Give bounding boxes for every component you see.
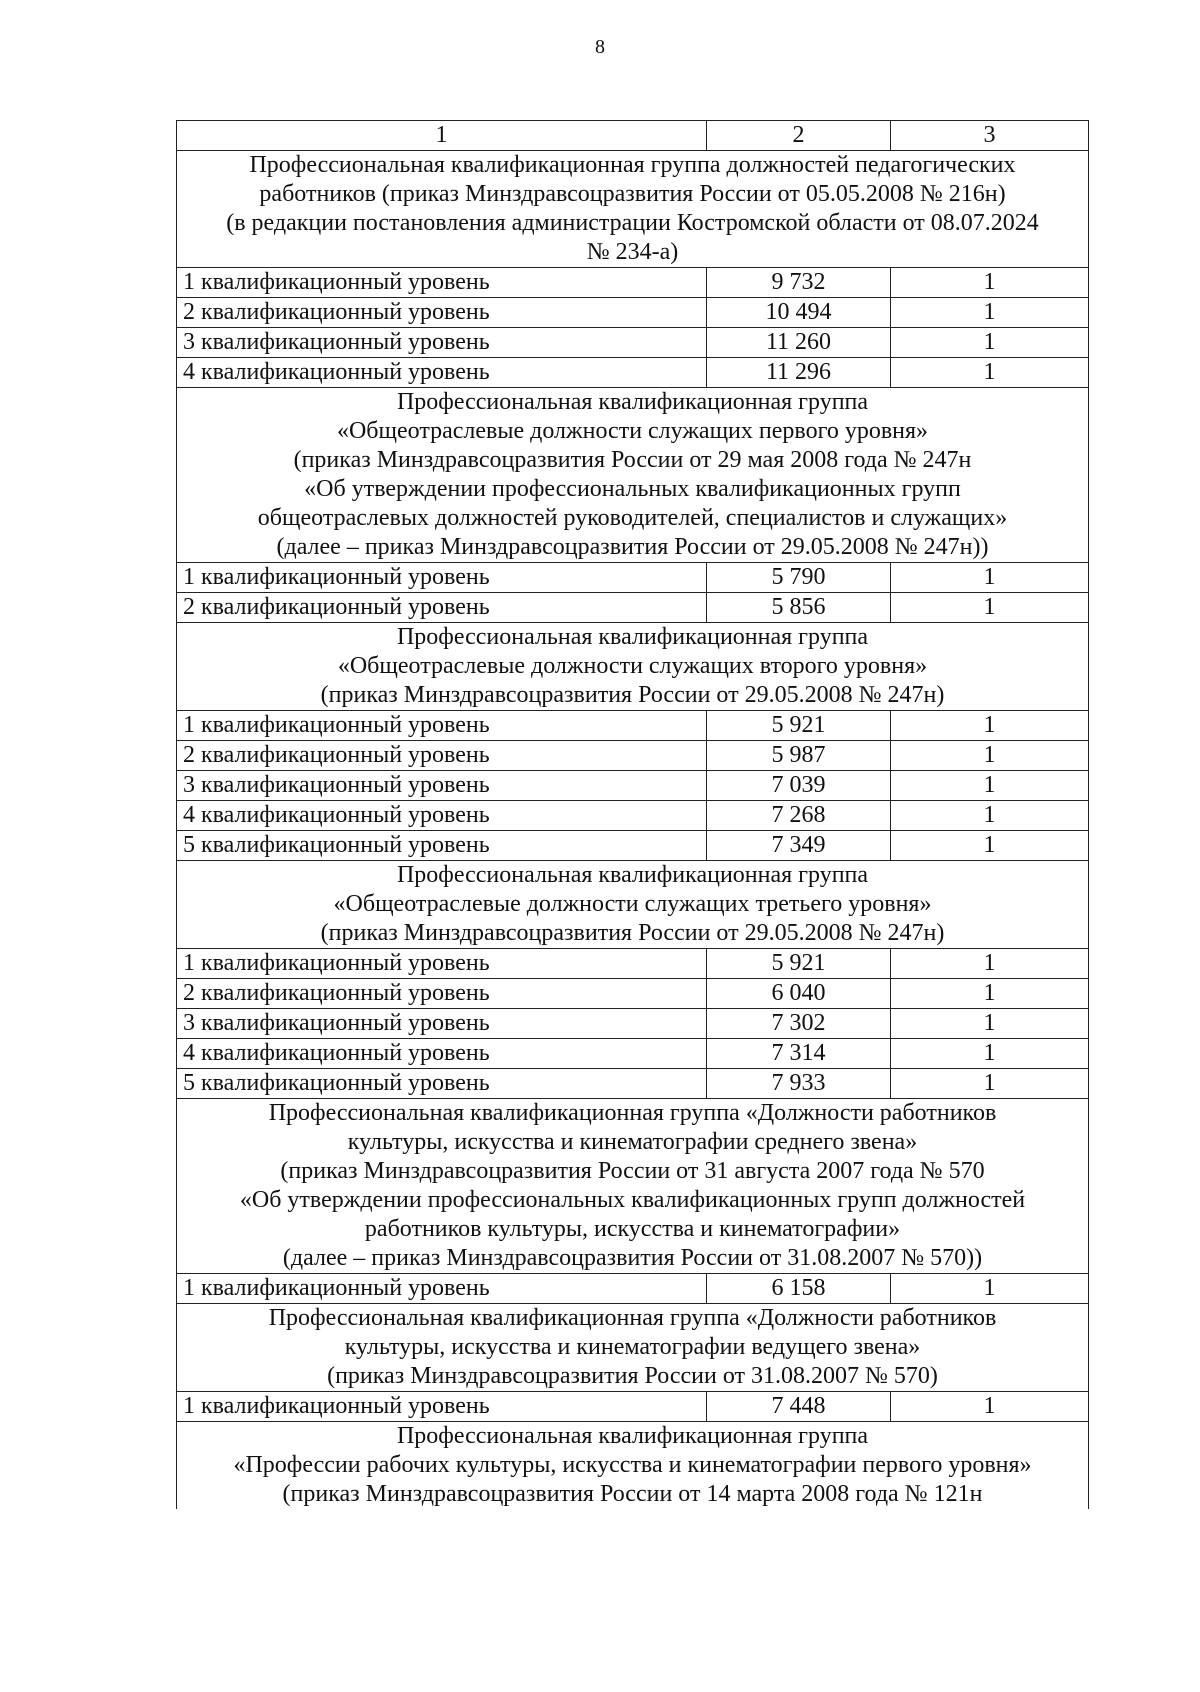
coefficient-value: 1	[891, 358, 1089, 388]
level-row	[177, 298, 1089, 328]
amount-value: 7 314	[707, 1039, 891, 1069]
level-row	[177, 801, 1089, 831]
group-header-row	[177, 1422, 1089, 1510]
amount-value: 10 494	[707, 298, 891, 328]
level-name: 1 квалификационный уровень	[177, 1274, 707, 1304]
coefficient-value: 1	[891, 328, 1089, 358]
coefficient-value: 1	[891, 831, 1089, 861]
table-body	[177, 121, 1089, 1510]
amount-value: 7 448	[707, 1392, 891, 1422]
group-header-row	[177, 388, 1089, 563]
column-number-row	[177, 121, 1089, 151]
amount-value: 6 158	[707, 1274, 891, 1304]
coefficient-value: 1	[891, 979, 1089, 1009]
coefficient-value: 1	[891, 298, 1089, 328]
level-row	[177, 771, 1089, 801]
group-title: Профессиональная квалификационная группа «Должности работников культуры, искусства и кинематографии ведущего звена» (приказ Минздравсоцразвития России от 31.08.2007 № 570)	[177, 1304, 1089, 1392]
level-row	[177, 741, 1089, 771]
group-title: Профессиональная квалификационная группа «Общеотраслевые должности служащих третьего уровня» (приказ Минздравсоцразвития России от 29.05.2008 № 247н)	[177, 861, 1089, 949]
group-title: Профессиональная квалификационная группа «Общеотраслевые должности служащих первого уровня» (приказ Минздравсоцразвития России от 29 мая 2008 года № 247н «Об утверждении профессиональных квалификационных групп общеотраслевых должностей руководителей, специалистов и служащих» (далее – приказ Минздравсоцразвития России от 29.05.2008 № 247н))	[177, 388, 1089, 563]
amount-value: 7 302	[707, 1009, 891, 1039]
amount-value: 6 040	[707, 979, 891, 1009]
coefficient-value: 1	[891, 268, 1089, 298]
level-name: 5 квалификационный уровень	[177, 831, 707, 861]
level-row	[177, 593, 1089, 623]
level-name: 2 квалификационный уровень	[177, 298, 707, 328]
level-name: 2 квалификационный уровень	[177, 741, 707, 771]
group-header-row	[177, 623, 1089, 711]
level-name: 5 квалификационный уровень	[177, 1069, 707, 1099]
level-name: 4 квалификационный уровень	[177, 1039, 707, 1069]
amount-value: 5 921	[707, 711, 891, 741]
level-name: 4 квалификационный уровень	[177, 801, 707, 831]
level-row	[177, 1039, 1089, 1069]
coefficient-value: 1	[891, 801, 1089, 831]
salary-table	[176, 120, 1089, 1509]
level-row	[177, 1274, 1089, 1304]
amount-value: 5 921	[707, 949, 891, 979]
coefficient-value: 1	[891, 1039, 1089, 1069]
group-header-row	[177, 1304, 1089, 1392]
level-row	[177, 711, 1089, 741]
coefficient-value: 1	[891, 593, 1089, 623]
coefficient-value: 1	[891, 1274, 1089, 1304]
group-header-row	[177, 861, 1089, 949]
amount-value: 9 732	[707, 268, 891, 298]
group-title: Профессиональная квалификационная группа «Должности работников культуры, искусства и кинематографии среднего звена» (приказ Минздравсоцразвития России от 31 августа 2007 года № 570 «Об утверждении профессиональных квалификационных групп должностей работников культуры, искусства и кинематографии» (далее – приказ Минздравсоцразвития России от 31.08.2007 № 570))	[177, 1099, 1089, 1274]
coefficient-value: 1	[891, 771, 1089, 801]
level-row	[177, 1009, 1089, 1039]
level-name: 1 квалификационный уровень	[177, 949, 707, 979]
coefficient-value: 1	[891, 949, 1089, 979]
level-name: 1 квалификационный уровень	[177, 711, 707, 741]
amount-value: 7 933	[707, 1069, 891, 1099]
level-name: 3 квалификационный уровень	[177, 328, 707, 358]
page-number: 8	[595, 36, 605, 58]
group-title: Профессиональная квалификационная группа «Профессии рабочих культуры, искусства и кинематографии первого уровня» (приказ Минздравсоцразвития России от 14 марта 2008 года № 121н	[177, 1422, 1089, 1510]
amount-value: 7 039	[707, 771, 891, 801]
level-name: 2 квалификационный уровень	[177, 593, 707, 623]
level-name: 3 квалификационный уровень	[177, 771, 707, 801]
group-title: Профессиональная квалификационная группа «Общеотраслевые должности служащих второго уровня» (приказ Минздравсоцразвития России от 29.05.2008 № 247н)	[177, 623, 1089, 711]
level-row	[177, 979, 1089, 1009]
level-name: 1 квалификационный уровень	[177, 268, 707, 298]
level-row	[177, 1392, 1089, 1422]
coefficient-value: 1	[891, 1069, 1089, 1099]
column-number-1: 1	[177, 121, 707, 151]
column-number-3: 3	[891, 121, 1089, 151]
amount-value: 5 987	[707, 741, 891, 771]
amount-value: 7 268	[707, 801, 891, 831]
coefficient-value: 1	[891, 741, 1089, 771]
amount-value: 5 856	[707, 593, 891, 623]
group-title: Профессиональная квалификационная группа должностей педагогических работников (приказ Минздравсоцразвития России от 05.05.2008 № 216н) (в редакции постановления администрации Костромской области от 08.07.2024 № 234-а)	[177, 151, 1089, 268]
coefficient-value: 1	[891, 563, 1089, 593]
level-name: 1 квалификационный уровень	[177, 1392, 707, 1422]
coefficient-value: 1	[891, 711, 1089, 741]
level-row	[177, 358, 1089, 388]
coefficient-value: 1	[891, 1009, 1089, 1039]
group-header-row	[177, 1099, 1089, 1274]
amount-value: 11 260	[707, 328, 891, 358]
level-row	[177, 563, 1089, 593]
coefficient-value: 1	[891, 1392, 1089, 1422]
column-number-2: 2	[707, 121, 891, 151]
level-row	[177, 328, 1089, 358]
group-header-row	[177, 151, 1089, 268]
level-name: 2 квалификационный уровень	[177, 979, 707, 1009]
level-row	[177, 831, 1089, 861]
level-name: 1 квалификационный уровень	[177, 563, 707, 593]
level-row	[177, 949, 1089, 979]
level-row	[177, 268, 1089, 298]
amount-value: 7 349	[707, 831, 891, 861]
amount-value: 11 296	[707, 358, 891, 388]
level-row	[177, 1069, 1089, 1099]
level-name: 4 квалификационный уровень	[177, 358, 707, 388]
level-name: 3 квалификационный уровень	[177, 1009, 707, 1039]
amount-value: 5 790	[707, 563, 891, 593]
